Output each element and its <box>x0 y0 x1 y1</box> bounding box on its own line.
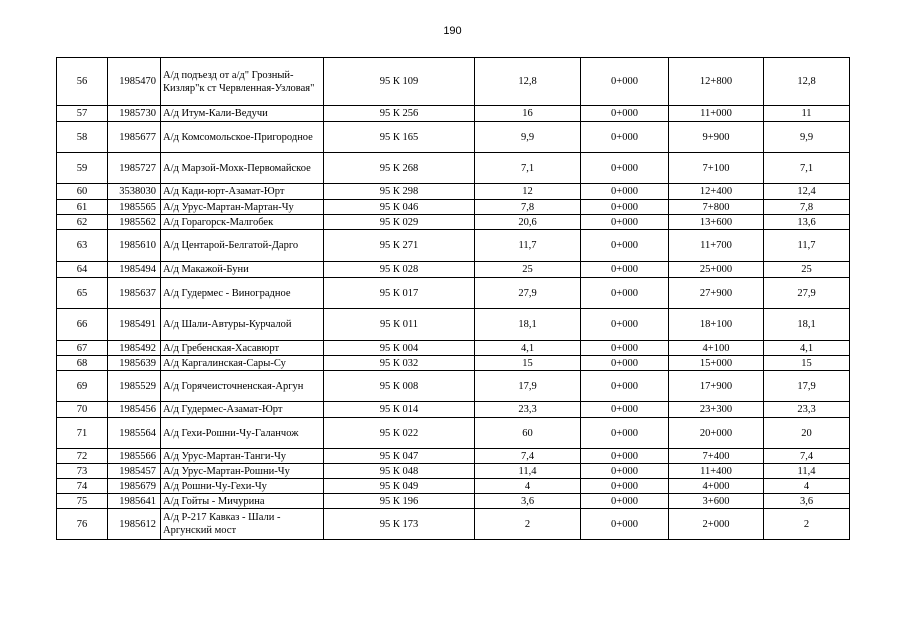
total-length-cell: 3,6 <box>764 494 850 509</box>
road-name-cell: А/д подъезд от а/д" Грозный-Кизляр"к ст Червленная-Узловая" <box>161 58 324 106</box>
road-index-cell: 95 К 268 <box>324 153 475 184</box>
road-name-cell: А/д Горагорск-Малгобек <box>161 215 324 230</box>
start-km-cell: 0+000 <box>581 122 669 153</box>
road-name-cell: А/д Итум-Кали-Ведучи <box>161 106 324 122</box>
end-km-cell: 11+000 <box>669 106 764 122</box>
total-length-cell: 17,9 <box>764 371 850 402</box>
row-number-cell: 74 <box>57 479 108 494</box>
table-row <box>57 262 850 278</box>
road-code-cell: 1985641 <box>108 494 161 509</box>
end-km-cell: 4+100 <box>669 341 764 356</box>
table-row <box>57 106 850 122</box>
row-number-cell: 76 <box>57 509 108 540</box>
road-length-cell: 11,7 <box>475 230 581 262</box>
road-index-cell: 95 К 008 <box>324 371 475 402</box>
total-length-cell: 7,1 <box>764 153 850 184</box>
start-km-cell: 0+000 <box>581 509 669 540</box>
road-length-cell: 7,1 <box>475 153 581 184</box>
start-km-cell: 0+000 <box>581 58 669 106</box>
table-row <box>57 215 850 230</box>
total-length-cell: 12,4 <box>764 184 850 200</box>
end-km-cell: 15+000 <box>669 356 764 371</box>
road-length-cell: 11,4 <box>475 464 581 479</box>
road-code-cell: 1985679 <box>108 479 161 494</box>
total-length-cell: 23,3 <box>764 402 850 418</box>
table-row <box>57 418 850 449</box>
road-index-cell: 95 К 049 <box>324 479 475 494</box>
road-code-cell: 1985492 <box>108 341 161 356</box>
row-number-cell: 62 <box>57 215 108 230</box>
table-row <box>57 309 850 341</box>
road-name-cell: А/д Гудермес-Азамат-Юрт <box>161 402 324 418</box>
road-name-cell: А/д Кади-юрт-Азамат-Юрт <box>161 184 324 200</box>
road-length-cell: 12 <box>475 184 581 200</box>
start-km-cell: 0+000 <box>581 479 669 494</box>
end-km-cell: 18+100 <box>669 309 764 341</box>
road-index-cell: 95 К 028 <box>324 262 475 278</box>
road-index-cell: 95 К 014 <box>324 402 475 418</box>
road-length-cell: 3,6 <box>475 494 581 509</box>
row-number-cell: 64 <box>57 262 108 278</box>
total-length-cell: 7,8 <box>764 200 850 215</box>
road-index-cell: 95 К 256 <box>324 106 475 122</box>
road-name-cell: А/д Урус-Мартан-Мартан-Чу <box>161 200 324 215</box>
road-code-cell: 1985612 <box>108 509 161 540</box>
start-km-cell: 0+000 <box>581 230 669 262</box>
total-length-cell: 7,4 <box>764 449 850 464</box>
end-km-cell: 7+100 <box>669 153 764 184</box>
table-row <box>57 356 850 371</box>
table-row <box>57 278 850 309</box>
road-code-cell: 1985562 <box>108 215 161 230</box>
table-row <box>57 494 850 509</box>
road-code-cell: 1985727 <box>108 153 161 184</box>
road-length-cell: 27,9 <box>475 278 581 309</box>
road-name-cell: А/д Каргалинская-Сары-Су <box>161 356 324 371</box>
start-km-cell: 0+000 <box>581 494 669 509</box>
road-name-cell: А/д Центарой-Белгатой-Дарго <box>161 230 324 262</box>
table-row <box>57 230 850 262</box>
end-km-cell: 25+000 <box>669 262 764 278</box>
table-row <box>57 153 850 184</box>
road-name-cell: А/д Комсомольское-Пригородное <box>161 122 324 153</box>
row-number-cell: 57 <box>57 106 108 122</box>
table-row <box>57 371 850 402</box>
road-length-cell: 60 <box>475 418 581 449</box>
row-number-cell: 73 <box>57 464 108 479</box>
road-name-cell: А/д Гребенская-Хасавюрт <box>161 341 324 356</box>
road-length-cell: 4 <box>475 479 581 494</box>
road-length-cell: 16 <box>475 106 581 122</box>
start-km-cell: 0+000 <box>581 262 669 278</box>
row-number-cell: 59 <box>57 153 108 184</box>
road-code-cell: 3538030 <box>108 184 161 200</box>
end-km-cell: 3+600 <box>669 494 764 509</box>
row-number-cell: 66 <box>57 309 108 341</box>
road-index-cell: 95 К 029 <box>324 215 475 230</box>
table-row <box>57 464 850 479</box>
start-km-cell: 0+000 <box>581 371 669 402</box>
road-code-cell: 1985494 <box>108 262 161 278</box>
start-km-cell: 0+000 <box>581 464 669 479</box>
table-row <box>57 509 850 540</box>
road-length-cell: 7,8 <box>475 200 581 215</box>
road-code-cell: 1985610 <box>108 230 161 262</box>
start-km-cell: 0+000 <box>581 402 669 418</box>
start-km-cell: 0+000 <box>581 418 669 449</box>
road-length-cell: 25 <box>475 262 581 278</box>
start-km-cell: 0+000 <box>581 106 669 122</box>
start-km-cell: 0+000 <box>581 341 669 356</box>
total-length-cell: 15 <box>764 356 850 371</box>
table-row <box>57 122 850 153</box>
road-index-cell: 95 К 032 <box>324 356 475 371</box>
road-index-cell: 95 К 004 <box>324 341 475 356</box>
end-km-cell: 2+000 <box>669 509 764 540</box>
row-number-cell: 72 <box>57 449 108 464</box>
table-row <box>57 341 850 356</box>
row-number-cell: 75 <box>57 494 108 509</box>
total-length-cell: 25 <box>764 262 850 278</box>
start-km-cell: 0+000 <box>581 278 669 309</box>
road-name-cell: А/д Урус-Мартан-Танги-Чу <box>161 449 324 464</box>
road-name-cell: А/д Гудермес - Виноградное <box>161 278 324 309</box>
road-code-cell: 1985457 <box>108 464 161 479</box>
total-length-cell: 11,4 <box>764 464 850 479</box>
total-length-cell: 13,6 <box>764 215 850 230</box>
total-length-cell: 12,8 <box>764 58 850 106</box>
total-length-cell: 4,1 <box>764 341 850 356</box>
total-length-cell: 27,9 <box>764 278 850 309</box>
road-code-cell: 1985470 <box>108 58 161 106</box>
end-km-cell: 23+300 <box>669 402 764 418</box>
end-km-cell: 11+700 <box>669 230 764 262</box>
road-index-cell: 95 К 046 <box>324 200 475 215</box>
end-km-cell: 7+800 <box>669 200 764 215</box>
road-name-cell: А/д Р-217 Кавказ - Шали - Аргунский мост <box>161 509 324 540</box>
end-km-cell: 12+800 <box>669 58 764 106</box>
table-row <box>57 184 850 200</box>
road-length-cell: 17,9 <box>475 371 581 402</box>
page-number: 190 <box>443 25 462 37</box>
row-number-cell: 60 <box>57 184 108 200</box>
road-code-cell: 1985730 <box>108 106 161 122</box>
road-index-cell: 95 К 165 <box>324 122 475 153</box>
road-length-cell: 2 <box>475 509 581 540</box>
road-code-cell: 1985565 <box>108 200 161 215</box>
row-number-cell: 58 <box>57 122 108 153</box>
total-length-cell: 18,1 <box>764 309 850 341</box>
road-code-cell: 1985566 <box>108 449 161 464</box>
row-number-cell: 68 <box>57 356 108 371</box>
row-number-cell: 65 <box>57 278 108 309</box>
road-index-cell: 95 К 109 <box>324 58 475 106</box>
road-index-cell: 95 К 298 <box>324 184 475 200</box>
row-number-cell: 56 <box>57 58 108 106</box>
road-code-cell: 1985564 <box>108 418 161 449</box>
end-km-cell: 7+400 <box>669 449 764 464</box>
road-length-cell: 7,4 <box>475 449 581 464</box>
row-number-cell: 67 <box>57 341 108 356</box>
table-row <box>57 449 850 464</box>
road-length-cell: 15 <box>475 356 581 371</box>
table-row <box>57 479 850 494</box>
table-row <box>57 200 850 215</box>
road-code-cell: 1985637 <box>108 278 161 309</box>
start-km-cell: 0+000 <box>581 200 669 215</box>
road-index-cell: 95 К 048 <box>324 464 475 479</box>
row-number-cell: 71 <box>57 418 108 449</box>
end-km-cell: 9+900 <box>669 122 764 153</box>
road-code-cell: 1985529 <box>108 371 161 402</box>
start-km-cell: 0+000 <box>581 184 669 200</box>
table-row <box>57 58 850 106</box>
road-index-cell: 95 К 173 <box>324 509 475 540</box>
end-km-cell: 20+000 <box>669 418 764 449</box>
road-index-cell: 95 К 196 <box>324 494 475 509</box>
road-index-cell: 95 К 011 <box>324 309 475 341</box>
total-length-cell: 4 <box>764 479 850 494</box>
road-code-cell: 1985491 <box>108 309 161 341</box>
road-length-cell: 23,3 <box>475 402 581 418</box>
row-number-cell: 70 <box>57 402 108 418</box>
total-length-cell: 9,9 <box>764 122 850 153</box>
end-km-cell: 11+400 <box>669 464 764 479</box>
end-km-cell: 13+600 <box>669 215 764 230</box>
road-index-cell: 95 К 017 <box>324 278 475 309</box>
total-length-cell: 11 <box>764 106 850 122</box>
road-code-cell: 1985677 <box>108 122 161 153</box>
road-name-cell: А/д Гехи-Рошни-Чу-Галанчож <box>161 418 324 449</box>
road-index-cell: 95 К 271 <box>324 230 475 262</box>
road-length-cell: 4,1 <box>475 341 581 356</box>
road-name-cell: А/д Урус-Мартан-Рошни-Чу <box>161 464 324 479</box>
row-number-cell: 61 <box>57 200 108 215</box>
road-code-cell: 1985456 <box>108 402 161 418</box>
row-number-cell: 69 <box>57 371 108 402</box>
road-index-cell: 95 К 022 <box>324 418 475 449</box>
end-km-cell: 4+000 <box>669 479 764 494</box>
roads-table-body <box>57 58 850 540</box>
road-length-cell: 20,6 <box>475 215 581 230</box>
road-code-cell: 1985639 <box>108 356 161 371</box>
road-name-cell: А/д Рошни-Чу-Гехи-Чу <box>161 479 324 494</box>
start-km-cell: 0+000 <box>581 215 669 230</box>
road-name-cell: А/д Марзой-Мохк-Первомайское <box>161 153 324 184</box>
start-km-cell: 0+000 <box>581 449 669 464</box>
road-index-cell: 95 К 047 <box>324 449 475 464</box>
roads-table <box>56 57 850 540</box>
total-length-cell: 2 <box>764 509 850 540</box>
start-km-cell: 0+000 <box>581 153 669 184</box>
road-length-cell: 9,9 <box>475 122 581 153</box>
road-name-cell: А/д Макажой-Буни <box>161 262 324 278</box>
total-length-cell: 11,7 <box>764 230 850 262</box>
road-name-cell: А/д Горячеисточненская-Аргун <box>161 371 324 402</box>
end-km-cell: 27+900 <box>669 278 764 309</box>
road-name-cell: А/д Гойты - Мичурина <box>161 494 324 509</box>
total-length-cell: 20 <box>764 418 850 449</box>
end-km-cell: 12+400 <box>669 184 764 200</box>
start-km-cell: 0+000 <box>581 356 669 371</box>
row-number-cell: 63 <box>57 230 108 262</box>
road-length-cell: 12,8 <box>475 58 581 106</box>
road-length-cell: 18,1 <box>475 309 581 341</box>
table-row <box>57 402 850 418</box>
road-name-cell: А/д Шали-Автуры-Курчалой <box>161 309 324 341</box>
end-km-cell: 17+900 <box>669 371 764 402</box>
start-km-cell: 0+000 <box>581 309 669 341</box>
